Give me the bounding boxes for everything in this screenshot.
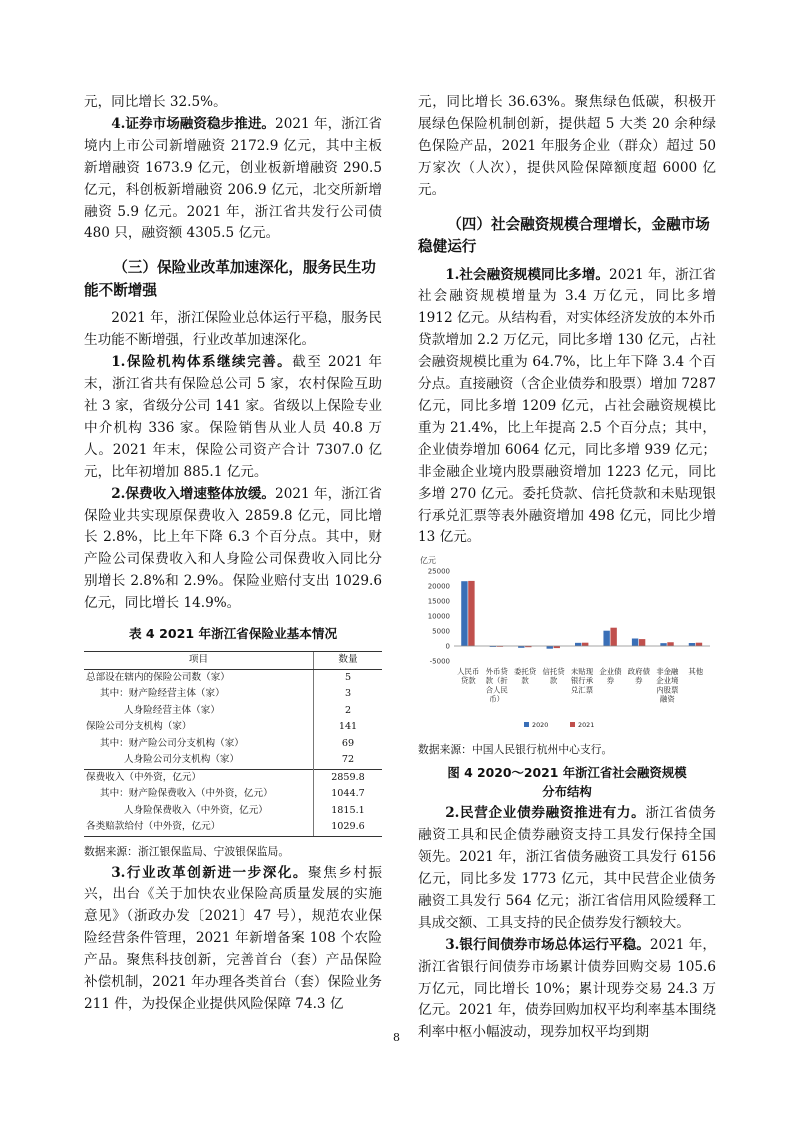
paragraph-insurance-institutions — [84, 352, 382, 483]
x-tick-label: 合人民 — [485, 685, 508, 695]
x-tick-label: 内股票 — [656, 685, 679, 695]
table-header-row — [84, 652, 382, 670]
bar-2021 — [696, 643, 702, 646]
bar-2021 — [667, 643, 673, 647]
paragraph-industry-reform — [84, 863, 382, 1016]
x-tick-label: 券 — [606, 676, 615, 686]
bar-2021 — [468, 581, 474, 646]
paragraph-text: 聚焦乡村振兴，出台《关于加快农业保险高质量发展的实施意见》（浙政办发〔2021〕47 号），规范农业保险经营条件管理，2021 年新增备案 108 个农险产品。聚焦科技创新，完善首台（套）产品保险补偿机制，2021 年办理各类首台（套）保险业务 211 件，为投保企业提供风险保障 74.3 亿 — [84, 864, 382, 1012]
y-tick-label: -5000 — [429, 657, 450, 666]
figure-title — [418, 763, 716, 801]
paragraph-lead: 2.民营企业债券融资推进有力。 — [445, 805, 646, 822]
bar-2021 — [610, 628, 616, 646]
paragraph-lead: 2.保费收入增速整体放缓。 — [111, 485, 276, 502]
left-column — [84, 92, 382, 1016]
table-row — [84, 703, 382, 720]
table-row — [84, 803, 382, 820]
paragraph-text: 2021 年，浙江省银行间债券市场累计债券回购交易 105.6 万亿元，同比增长 10%；累计现券交易 24.3 万亿元。2021 年，债券回购加权平均利率基本围绕利率中枢小幅波动，现券加权平均到期 — [418, 936, 716, 1041]
paragraph-continuation: 元，同比增长 32.5%。 — [84, 94, 227, 110]
figure-title-line: 图 4 2020～2021 年浙江省社会融资规模 — [447, 765, 687, 781]
x-tick-label: 款 — [549, 676, 558, 686]
paragraph-private-bonds — [418, 803, 716, 934]
y-tick-label: 15000 — [427, 597, 450, 606]
section-heading-insurance: （三）保险业改革加速深化，服务民生功能不断增强 — [84, 259, 376, 299]
table-cell-value: 72 — [314, 752, 383, 769]
paragraph-text: 浙江省债务融资工具和民企债券融资支持工具发行保持全国领先。2021 年，浙江省债务融资工具发行 6156 亿元，同比多发 1773 亿元，其中民营企业债务融资工具发行 564 亿元；浙江省信用风险缓释工具成交额、工具支持的民企债券发行额较大。 — [418, 805, 716, 931]
paragraph-text: 截至 2021 年末，浙江省共有保险总公司 5 家，农村保险互助社 3 家，省级分公司 141 家。省级以上保险专业中介机构 336 家。保险销售从业人员 40.8 万人。2021 年末，保险公司资产合计 7307.0 亿元，比年初增加 885.1 亿元。 — [84, 354, 382, 480]
table-row — [84, 669, 382, 686]
table-cell-value: 1029.6 — [314, 819, 383, 836]
chart-source-note: 数据来源：中国人民银行杭州中心支行。 — [418, 743, 613, 757]
right-column — [418, 92, 716, 1044]
legend-swatch-2020 — [524, 722, 529, 727]
table-cell-label: 人身险公司分支机构（家） — [124, 754, 240, 766]
table-row — [84, 719, 382, 736]
table-row — [84, 819, 382, 836]
x-tick-label: 币） — [489, 694, 505, 704]
table-cell-label: 总部设在辖内的保险公司数（家） — [86, 671, 230, 683]
table-row — [84, 786, 382, 803]
x-tick-label: 融资 — [659, 694, 675, 704]
paragraph-green-insurance: 元，同比增长 36.63%。聚焦绿色低碳，积极开展绿色保险机制创新，提供超 5 大类 20 余种绿色保险产品，2021 年服务企业（群众）超过 50 万家次（人次），提供风险保障额度超 6000 亿元。 — [418, 94, 716, 198]
legend-label: 2021 — [578, 721, 595, 730]
paragraph-insurance-overview: 2021 年，浙江保险业总体运行平稳，服务民生功能不断增强，行业改革加速深化。 — [84, 310, 382, 349]
x-tick-label: 款（折 — [485, 676, 508, 686]
table-cell-label: 其中：财产险保费收入（中外资，亿元） — [100, 788, 273, 800]
table-cell-label: 保费收入（中外资，亿元） — [84, 769, 314, 786]
table-row — [84, 752, 382, 769]
x-tick-label: 非金融 — [656, 667, 679, 677]
x-tick-label: 贷款 — [460, 676, 476, 686]
table-row — [84, 769, 382, 786]
table-cell-label: 保险公司分支机构（家） — [86, 721, 192, 733]
paragraph-text: 2021 年，浙江省社会融资规模增量为 3.4 万亿元，同比多增 1912 亿元。从结构看，对实体经济发放的本外币贷款增加 2.2 万亿元，同比多增 130 亿元，占社会融资规模比重为 64.7%，比上年下降 3.4 个百分点。直接融资（含企业债券和股票）增加 7287 亿元，同比多增 1209 亿元，占社会融资规模比重为 21.4%，比上年提高 2.5 个百分点；其中，企业债券增加 6064 亿元，同比多增 939 亿元；非金融企业境内股票融资增加 1223 亿元，同比多增 270 亿元。委托贷款、信托贷款和未贴现银行承兑汇票等表外融资增加 498 亿元，同比少增 13 亿元。 — [418, 266, 716, 546]
bar-2020 — [575, 643, 581, 646]
table-cell-label: 其中：财产险经营主体（家） — [100, 688, 225, 700]
table-row — [84, 736, 382, 753]
x-tick-label: 款 — [521, 676, 529, 686]
x-tick-label: 兑汇票 — [570, 685, 594, 695]
insurance-table — [84, 651, 382, 837]
bar-2020 — [547, 646, 553, 649]
x-tick-label: 企业债 — [599, 667, 622, 677]
y-tick-label: 0 — [445, 642, 450, 651]
table-cell-label: 其中：财产险公司分支机构（家） — [100, 737, 244, 749]
paragraph-lead: 3.行业改革创新进一步深化。 — [111, 864, 309, 881]
page-number: 8 — [393, 1031, 400, 1044]
x-tick-label: 人民币 — [457, 667, 480, 677]
bar-2020 — [689, 643, 695, 646]
table-cell-value: 1044.7 — [314, 786, 383, 803]
table-cell-value: 5 — [314, 669, 383, 686]
table-cell-label: 人身险经营主体（家） — [124, 704, 220, 716]
table-cell-label: 各类赔款给付（中外资，亿元） — [84, 819, 314, 836]
table-header-count: 数量 — [314, 652, 383, 670]
paragraph-text: 2021 年，浙江省境内上市公司新增融资 2172.9 亿元，其中主板新增融资 1673.9 亿元，创业板新增融资 290.5 亿元，科创板新增融资 206.9 亿元，北交所新增融资 5.9 亿元。2021 年，浙江省共发行公司债 480 只，融资额 4305.5 亿元。 — [84, 115, 382, 242]
x-tick-label: 企业境 — [656, 676, 679, 686]
paragraph-lead: 4.证券市场融资稳步推进。 — [111, 115, 276, 132]
paragraph-lead: 3.银行间债券市场总体运行平稳。 — [445, 936, 650, 953]
legend-swatch-2021 — [570, 722, 575, 727]
table-cell-value: 3 — [314, 686, 383, 703]
table-cell-value: 69 — [314, 736, 383, 753]
table-cell-label: 人身险保费收入（中外资，亿元） — [124, 804, 268, 816]
table-cell-value: 2859.8 — [314, 769, 383, 786]
table-header-item: 项目 — [84, 652, 314, 670]
paragraph-text: 2021 年，浙江省保险业共实现原保费收入 2859.8 亿元，同比增长 2.8%，比上年下降 6.3 个百分点。其中，财产险公司保费收入和人身险公司保费收入同比分别增长 2.8%和 2.9%。保险业赔付支出 1029.6 亿元，同比增长 14.9%。 — [84, 485, 382, 612]
y-tick-label: 20000 — [427, 582, 450, 591]
x-tick-label: 委托贷 — [514, 667, 537, 677]
social-financing-chart — [418, 555, 716, 735]
x-tick-label: 券 — [635, 676, 643, 686]
bar-2020 — [603, 631, 609, 646]
y-tick-label: 10000 — [427, 612, 450, 621]
table-title: 表 4 2021 年浙江省保险业基本情况 — [128, 626, 338, 642]
x-tick-label: 信托贷 — [542, 667, 565, 677]
x-tick-label: 未贴现 — [570, 667, 594, 677]
table-row — [84, 686, 382, 703]
legend-label: 2020 — [532, 721, 549, 730]
bar-2021 — [582, 643, 588, 646]
table-cell-value: 1815.1 — [314, 803, 383, 820]
bar-2020 — [660, 643, 666, 646]
x-tick-label: 其他 — [688, 667, 704, 677]
x-tick-label: 外币贷 — [485, 667, 508, 677]
x-tick-label: 政府债 — [627, 667, 650, 677]
y-axis-label: 亿元 — [420, 556, 436, 566]
y-tick-label: 25000 — [427, 567, 450, 576]
table-cell-value: 2 — [314, 703, 383, 720]
table-source-note: 数据来源：浙江银保监局、宁波银保监局。 — [84, 844, 290, 858]
paragraph-social-financing — [418, 265, 716, 550]
paragraph-lead: 1.社会融资规模同比多增。 — [445, 266, 610, 283]
paragraph-interbank-bond-market — [418, 935, 716, 1045]
bar-2021 — [639, 639, 645, 646]
table-cell-value: 141 — [314, 719, 383, 736]
paragraph-lead: 1.保险机构体系继续完善。 — [111, 354, 293, 371]
y-tick-label: 5000 — [432, 627, 450, 636]
x-tick-label: 银行承 — [570, 676, 594, 686]
bar-2020 — [632, 639, 638, 647]
paragraph-securities-financing — [84, 114, 382, 245]
section-heading-social-financing: （四）社会融资规模合理增长，金融市场稳健运行 — [418, 215, 710, 256]
figure-title-line: 分布结构 — [542, 784, 592, 800]
bar-2020 — [461, 582, 467, 647]
paragraph-premium-income — [84, 484, 382, 615]
